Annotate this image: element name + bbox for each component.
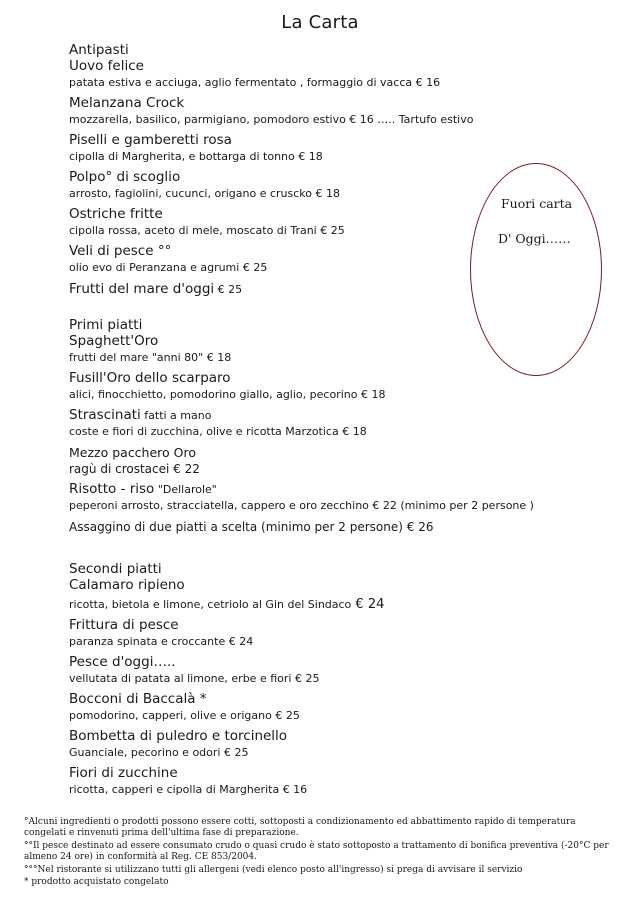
item-name-suffix: fatti a mano (140, 409, 212, 422)
item-name: Polpo° di scoglio (69, 169, 181, 185)
item-description: Guanciale, pecorino e odori € 25 (69, 746, 249, 759)
menu-item (69, 481, 609, 514)
section-heading: Secondi piatti (69, 561, 162, 577)
item-name: Bombetta di puledro e torcinello (69, 728, 288, 744)
fuori-carta-subtitle: D' Oggi…… (498, 231, 571, 246)
item-name: Veli di pesce °° (69, 243, 172, 259)
menu-item (69, 654, 609, 687)
item-name-suffix: "Dellarole" (154, 483, 217, 496)
item-name: Spaghett'Oro (69, 333, 159, 349)
item-description-with-price (69, 597, 609, 613)
item-price: € 24 (351, 597, 385, 612)
menu-item (69, 617, 609, 650)
item-name-with-suffix (69, 407, 609, 424)
item-description: cipolla rossa, aceto di mele, moscato di Trani € 25 (69, 224, 345, 237)
menu-item (69, 518, 609, 537)
section-heading: Antipasti (69, 42, 129, 58)
item-name: Assaggino di due piatti a scelta (minimo per 2 persone) € 26 (69, 520, 434, 534)
fuori-carta-oval (470, 163, 602, 376)
item-description: coste e fiori di zucchina, olive e ricotta Marzotica € 18 (69, 425, 367, 438)
item-description: paranza spinata e croccante € 24 (69, 635, 254, 648)
item-description: arrosto, fagiolini, cucunci, origano e cruscko € 18 (69, 187, 340, 200)
footnote: °°Il pesce destinato ad essere consumato crudo o quasi crudo è stato sottoposto a trattamento di bonifica preventiva (-20°C per almeno 24 ore) in conformità al Reg. CE 853/2004. (24, 840, 609, 863)
item-description: alici, finocchietto, pomodorino giallo, aglio, pecorino € 18 (69, 388, 386, 401)
item-description: ricotta, capperi e cipolla di Margherita € 16 (69, 783, 308, 796)
item-description: olio evo di Peranzana e agrumi € 25 (69, 261, 268, 274)
item-description: ragù di crostacei € 22 (69, 462, 200, 476)
footnote: °°°Nel ristorante si utilizzano tutti gli allergeni (vedi elenco posto all'ingresso) si prega di avvisare il servizio (24, 864, 523, 875)
item-name: Frittura di pesce (69, 617, 179, 633)
item-name: Fusill'Oro dello scarparo (69, 370, 231, 386)
item-name: Melanzana Crock (69, 95, 185, 111)
item-name-text: Frutti del mare d'oggi (69, 281, 215, 297)
item-name-text: Strascinati (69, 407, 141, 423)
menu-item (69, 95, 609, 128)
item-description: vellutata di patata al limone, erbe e fiori € 25 (69, 672, 320, 685)
footnote: * prodotto acquistato congelato (24, 877, 169, 888)
footnotes (24, 817, 620, 888)
item-name: Piselli e gamberetti rosa (69, 132, 232, 148)
menu-item (69, 577, 609, 613)
section-heading: Primi piatti (69, 317, 143, 333)
fuori-carta-label: Fuori carta (501, 196, 573, 211)
menu-item (69, 132, 609, 165)
section-secondi (69, 561, 609, 798)
item-description: cipolla di Margherita, e bottarga di tonno € 18 (69, 150, 323, 163)
item-name: Uovo felice (69, 58, 144, 74)
menu-item (69, 765, 609, 798)
item-name: Pesce d'oggi….. (69, 654, 176, 670)
item-name: Fiori di zucchine (69, 765, 178, 781)
item-name: Ostriche fritte (69, 206, 163, 222)
menu-item (69, 691, 609, 724)
footnote: °Alcuni ingredienti o prodotti possono essere cotti, sottoposti a condizionamento ed abbattimento rapido di temperatura congelati e rinvenuti prima dell'ultima fase di preparazione. (24, 817, 576, 839)
item-description: frutti del mare "anni 80" € 18 (69, 351, 232, 364)
item-name: Calamaro ripieno (69, 577, 185, 593)
item-price: € 25 (214, 283, 243, 296)
item-name-text: Risotto - riso (69, 481, 155, 497)
menu-item (69, 407, 609, 440)
menu-item (69, 58, 609, 91)
item-name: Bocconi di Baccalà * (69, 691, 207, 707)
menu (69, 42, 609, 798)
item-description-text: ricotta, bietola e limone, cetriolo al Gin del Sindaco (69, 598, 352, 611)
item-name: Mezzo pacchero Oro (69, 445, 197, 460)
item-description: peperoni arrosto, stracciatella, cappero e oro zecchino € 22 (minimo per 2 persone ) (69, 499, 534, 512)
item-description: pomodorino, capperi, olive e origano € 25 (69, 709, 300, 722)
item-description: mozzarella, basilico, parmigiano, pomodoro estivo € 16 ….. Tartufo estivo (69, 113, 474, 126)
item-description: patata estiva e acciuga, aglio fermentato , formaggio di vacca € 16 (69, 76, 441, 89)
page-title: La Carta (281, 12, 359, 33)
menu-item (69, 728, 609, 761)
item-name-with-suffix (69, 481, 609, 498)
menu-item (69, 444, 609, 477)
